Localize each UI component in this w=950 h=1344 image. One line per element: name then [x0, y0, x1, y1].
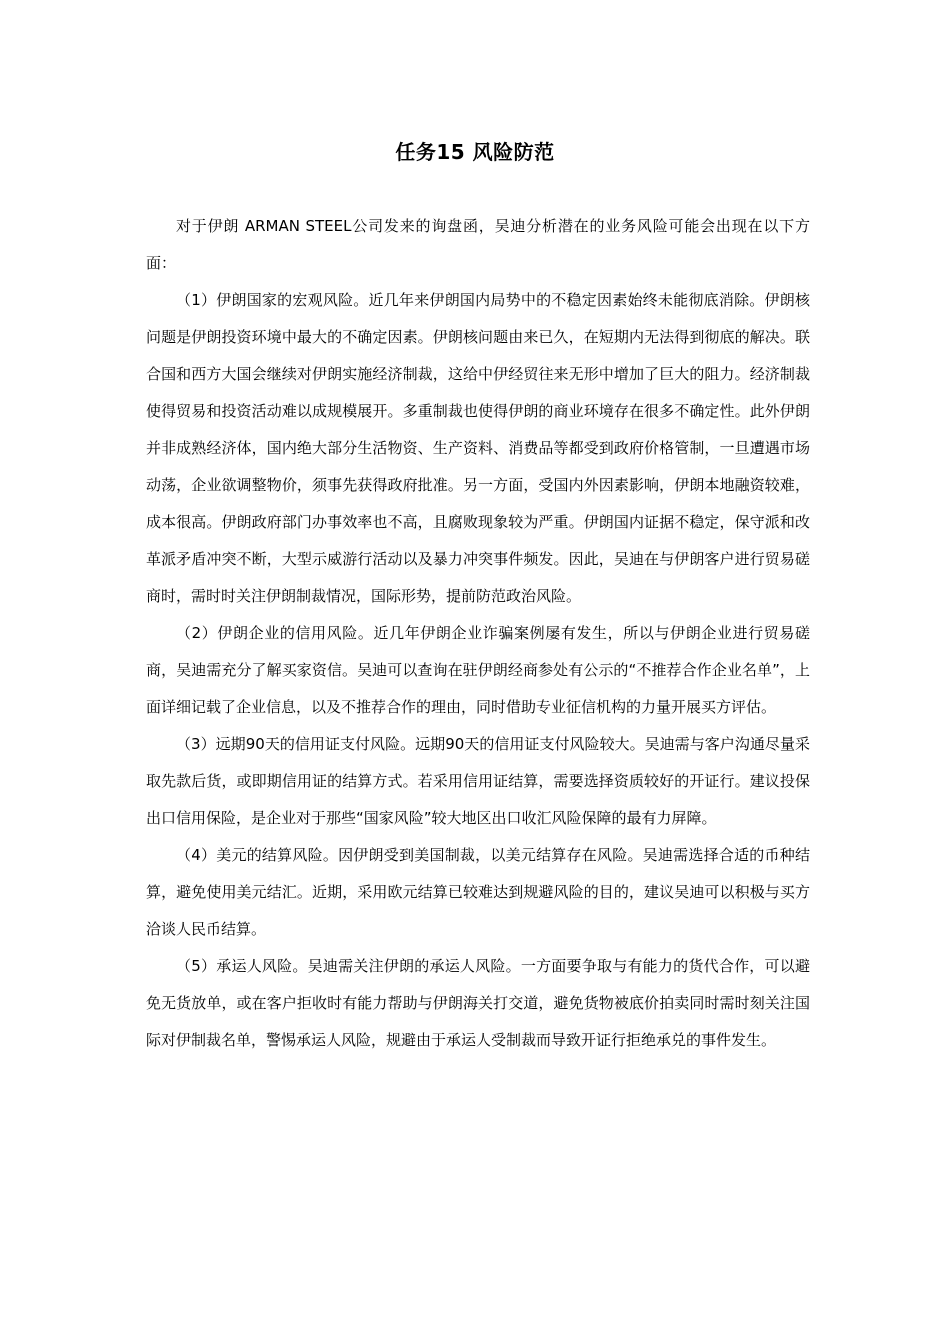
risk-paragraph-credit: （2）伊朗企业的信用风险。近几年伊朗企业诈骗案例屡有发生，所以与伊朗企业进行贸易磋商，吴迪需充分了解买家资信。吴迪可以查询在驻伊朗经商参处有公示的“不推荐合作企业名单”，上面详细记载了企业信息，以及不推荐合作的理由，同时借助专业征信机构的力量开展买方评估。	[146, 624, 810, 716]
page-title: 任务15 风险防范	[395, 140, 555, 164]
risk-paragraph-macro: （1）伊朗国家的宏观风险。近几年来伊朗国内局势中的不稳定因素始终未能彻底消除。伊朗核问题是伊朗投资环境中最大的不确定因素。伊朗核问题由来已久，在短期内无法得到彻底的解决。联合国和西方大国会继续对伊朗实施经济制裁，这给中伊经贸往来无形中增加了巨大的阻力。经济制裁使得贸易和投资活动难以成规模展开。多重制裁也使得伊朗的商业环境存在很多不确定性。此外伊朗并非成熟经济体，国内绝大部分生活物资、生产资料、消费品等都受到政府价格管制，一旦遭遇市场动荡，企业欲调整物价，须事先获得政府批准。另一方面，受国内外因素影响，伊朗本地融资较难，成本很高。伊朗政府部门办事效率也不高，且腐败现象较为严重。伊朗国内证据不稳定，保守派和改革派矛盾冲突不断，大型示威游行活动以及暴力冲突事件频发。因此，吴迪在与伊朗客户进行贸易磋商时，需时时关注伊朗制裁情况，国际形势，提前防范政治风险。	[146, 291, 810, 605]
risk-paragraph-usd-settlement: （4）美元的结算风险。因伊朗受到美国制裁，以美元结算存在风险。吴迪需选择合适的币种结算，避免使用美元结汇。近期，采用欧元结算已较难达到规避风险的目的，建议吴迪可以积极与买方洽谈人民币结算。	[146, 846, 810, 938]
document-body	[146, 208, 810, 1059]
risk-paragraph-carrier: （5）承运人风险。吴迪需关注伊朗的承运人风险。一方面要争取与有能力的货代合作，可以避免无货放单，或在客户拒收时有能力帮助与伊朗海关打交道，避免货物被底价拍卖同时需时刻关注国际对伊制裁名单，警惕承运人风险，规避由于承运人受制裁而导致开证行拒绝承兑的事件发生。	[146, 957, 810, 1049]
intro-paragraph: 对于伊朗 ARMAN STEEL公司发来的询盘函，吴迪分析潜在的业务风险可能会出现在以下方面：	[146, 217, 810, 272]
risk-paragraph-lc-payment: （3）远期90天的信用证支付风险。远期90天的信用证支付风险较大。吴迪需与客户沟通尽量采取先款后货，或即期信用证的结算方式。若采用信用证结算，需要选择资质较好的开证行。建议投保出口信用保险，是企业对于那些“国家风险”较大地区出口收汇风险保障的最有力屏障。	[146, 735, 810, 827]
